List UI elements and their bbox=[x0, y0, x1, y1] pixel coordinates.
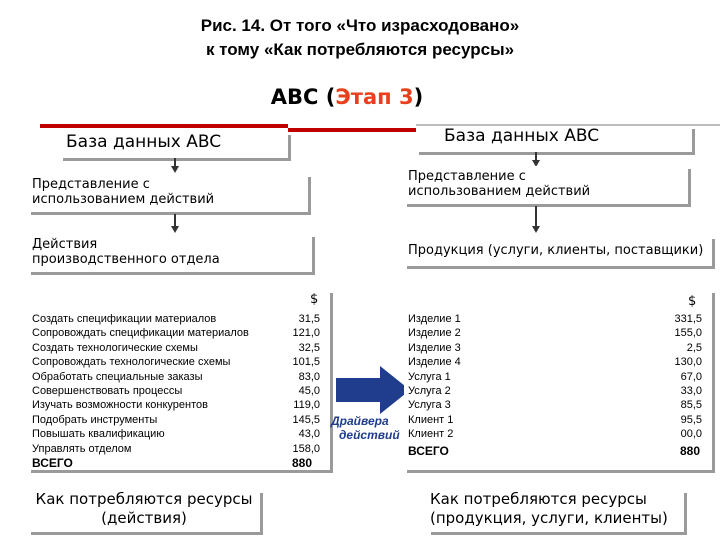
table-row bbox=[32, 413, 324, 427]
row-name: Сопровождать спецификации материалов bbox=[32, 327, 249, 340]
table-row bbox=[408, 326, 706, 340]
right-bottom-caption-line-1: Как потребляются ресурсы bbox=[430, 490, 647, 508]
right-currency-label: $ bbox=[688, 294, 697, 309]
left-dept-line-1: Действия bbox=[32, 237, 98, 252]
right-arrow-2-icon bbox=[532, 226, 540, 233]
row-name: Подобрать инструменты bbox=[32, 413, 158, 426]
row-value: 331,5 bbox=[674, 313, 702, 325]
right-products-panel bbox=[404, 236, 712, 266]
row-value: 130,0 bbox=[674, 356, 702, 369]
table-row bbox=[408, 413, 706, 427]
left-view-line-2: использованием действий bbox=[32, 192, 215, 207]
table-row bbox=[408, 427, 706, 441]
table-row bbox=[32, 442, 324, 456]
table-row bbox=[32, 355, 324, 369]
drivers-arrow-icon bbox=[334, 364, 414, 416]
row-value: 00,0 bbox=[680, 428, 702, 441]
row-name: Услуга 2 bbox=[408, 384, 451, 397]
row-name: Изделие 4 bbox=[408, 356, 461, 369]
right-products-label: Продукция (услуги, клиенты, поставщики) bbox=[408, 243, 704, 258]
table-row bbox=[408, 312, 706, 326]
table-row bbox=[32, 341, 324, 355]
right-view-line-1: Представление с bbox=[408, 169, 526, 184]
right-arrow-2-shaft bbox=[535, 206, 537, 228]
figure-title-line-2: к тому «Как потребляются ресурсы» bbox=[205, 40, 515, 59]
row-value: 121,0 bbox=[292, 327, 320, 340]
row-value: 45,0 bbox=[298, 384, 320, 397]
left-accent-line bbox=[40, 124, 288, 128]
row-value: 101,5 bbox=[292, 356, 320, 369]
row-name: Управлять отделом bbox=[32, 442, 132, 455]
left-total-label: ВСЕГО bbox=[32, 456, 73, 470]
table-row bbox=[408, 370, 706, 384]
row-name: Изделие 2 bbox=[408, 327, 461, 340]
right-bottom-caption bbox=[428, 490, 684, 532]
row-name: Клиент 1 bbox=[408, 413, 454, 426]
right-total-value: 880 bbox=[680, 444, 701, 458]
left-view-line-1: Представление с bbox=[32, 177, 150, 192]
row-name: Изучать возможности конкурентов bbox=[32, 399, 208, 412]
left-activities-table bbox=[28, 290, 330, 470]
row-value: 67,0 bbox=[680, 370, 702, 383]
left-dept-panel bbox=[28, 234, 312, 272]
row-value: 83,0 bbox=[298, 370, 320, 383]
row-value: 31,5 bbox=[298, 313, 320, 325]
row-value: 158,0 bbox=[292, 442, 320, 455]
right-db-label: База данных ABC bbox=[444, 126, 600, 146]
left-db-panel bbox=[60, 132, 288, 158]
row-value: 95,5 bbox=[680, 413, 702, 426]
left-bottom-caption-line-1: Как потребляются ресурсы bbox=[35, 490, 253, 508]
table-row bbox=[408, 341, 706, 355]
abc-stage-heading: ABC (Этап 3) bbox=[252, 79, 442, 115]
row-name: Изделие 1 bbox=[408, 313, 461, 325]
row-name: Повышать квалификацию bbox=[32, 428, 165, 441]
table-row bbox=[408, 384, 706, 398]
center-accent-line bbox=[288, 128, 416, 132]
row-name: Создать технологические схемы bbox=[32, 341, 198, 354]
left-arrow-1-icon bbox=[171, 166, 179, 173]
row-name: Создать спецификации материалов bbox=[32, 313, 217, 325]
right-total-label: ВСЕГО bbox=[408, 444, 449, 458]
table-row bbox=[408, 355, 706, 369]
right-view-panel bbox=[404, 166, 688, 204]
row-value: 155,0 bbox=[674, 327, 702, 340]
right-bottom-caption-line-2: (продукция, услуги, клиенты) bbox=[430, 509, 668, 527]
row-value: 119,0 bbox=[293, 399, 320, 412]
row-value: 85,5 bbox=[680, 399, 702, 412]
left-currency-label: $ bbox=[310, 292, 319, 307]
left-total-value: 880 bbox=[292, 456, 313, 470]
figure-title-line-1: Рис. 14. От того «Что израсходовано» bbox=[200, 16, 520, 35]
row-name: Услуга 1 bbox=[408, 370, 451, 383]
table-row bbox=[32, 384, 324, 398]
drivers-label-line-2: действий bbox=[339, 428, 400, 442]
row-name: Обработать специальные заказы bbox=[32, 370, 203, 383]
row-value: 145,5 bbox=[292, 413, 320, 426]
row-value: 33,0 bbox=[680, 384, 702, 397]
left-arrow-2-icon bbox=[171, 226, 179, 233]
left-dept-line-2: производственного отдела bbox=[32, 252, 220, 267]
row-name: Сопровождать технологические схемы bbox=[32, 356, 231, 369]
left-bottom-caption bbox=[28, 490, 260, 532]
right-view-line-2: использованием действий bbox=[408, 184, 591, 199]
left-view-panel bbox=[28, 174, 308, 212]
left-bottom-caption-line-2: (действия) bbox=[101, 509, 187, 527]
row-name: Совершенствовать процессы bbox=[32, 384, 183, 397]
right-db-panel bbox=[416, 126, 692, 152]
right-products-table bbox=[404, 290, 712, 470]
table-row bbox=[32, 312, 324, 326]
table-row bbox=[408, 398, 706, 412]
table-row bbox=[32, 398, 324, 412]
row-name: Клиент 2 bbox=[408, 428, 454, 441]
drivers-label bbox=[331, 414, 411, 442]
table-row bbox=[32, 427, 324, 441]
row-name: Услуга 3 bbox=[408, 399, 451, 412]
left-db-label: База данных ABC bbox=[66, 132, 222, 152]
row-value: 43,0 bbox=[298, 428, 320, 441]
table-row bbox=[32, 326, 324, 340]
table-row bbox=[32, 370, 324, 384]
drivers-label-line-1: Драйвера bbox=[331, 414, 389, 428]
row-value: 32,5 bbox=[298, 341, 320, 354]
row-name: Изделие 3 bbox=[408, 341, 461, 354]
row-value: 2,5 bbox=[686, 341, 702, 354]
